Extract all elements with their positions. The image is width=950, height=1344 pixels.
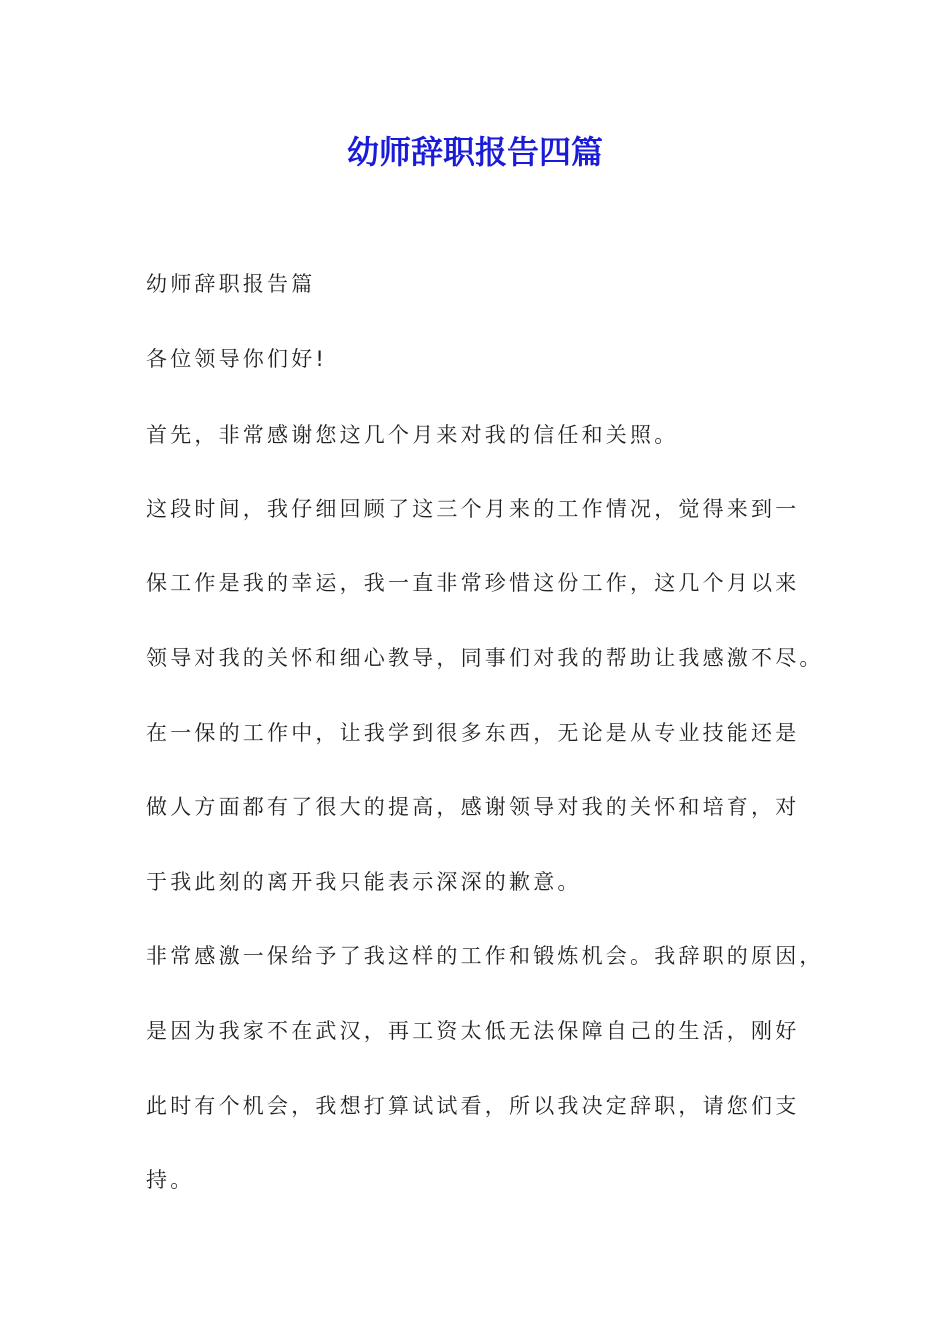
paragraph-line: 做人方面都有了很大的提高，感谢领导对我的关怀和培育，对 bbox=[146, 795, 800, 819]
paragraph-line: 领导对我的关怀和细心教导，同事们对我的帮助让我感激不尽。 bbox=[146, 646, 824, 670]
paragraph-line: 保工作是我的幸运，我一直非常珍惜这份工作，这几个月以来 bbox=[146, 571, 800, 595]
paragraph-line: 是因为我家不在武汉，再工资太低无法保障自己的生活，刚好 bbox=[146, 1019, 800, 1043]
paragraph-line: 此时有个机会，我想打算试试看，所以我决定辞职，请您们支 bbox=[146, 1094, 800, 1118]
paragraph-line: 于我此刻的离开我只能表示深深的歉意。 bbox=[146, 870, 582, 894]
paragraph-line: 非常感激一保给予了我这样的工作和锻炼机会。我辞职的原因， bbox=[146, 944, 824, 968]
paragraph-line: 这段时间，我仔细回顾了这三个月来的工作情况，觉得来到一 bbox=[146, 497, 800, 521]
paragraph-line: 在一保的工作中，让我学到很多东西，无论是从专业技能还是 bbox=[146, 721, 800, 745]
paragraph-line: 持。 bbox=[146, 1168, 195, 1192]
document-title: 幼师辞职报告四篇 bbox=[346, 133, 603, 171]
paragraph-line: 首先，非常感谢您这几个月来对我的信任和关照。 bbox=[146, 423, 679, 447]
paragraph-line: 各位领导你们好! bbox=[146, 347, 328, 371]
paragraph-line: 幼师辞职报告篇 bbox=[146, 272, 316, 296]
